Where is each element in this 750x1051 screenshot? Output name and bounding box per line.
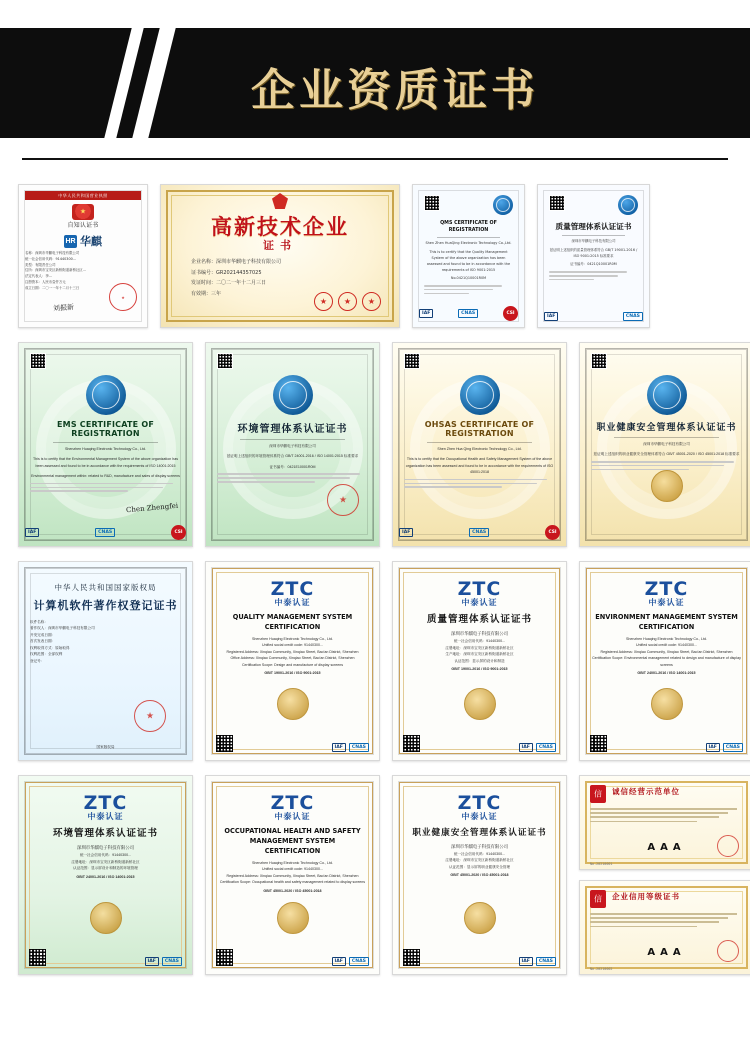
credit-badge-icon	[590, 785, 606, 803]
ztc-field-4: Office Address: Xinqiao Community, Xinqiao Street, Bao'an District, Shenzhen	[230, 656, 355, 661]
page-banner	[0, 0, 750, 170]
license-field-1: 名称：深圳市华麒电子科技有限公司	[25, 251, 80, 255]
certificate-title: 计算机软件著作权登记证书	[33, 599, 178, 612]
ztc-field-2: Unified social credit code: 91440300...	[262, 867, 323, 872]
license-field-3: 类型：有限责任公司	[25, 262, 56, 267]
certificate-title: QUALITY MANAGEMENT SYSTEM CERTIFICATION	[232, 613, 353, 631]
hightech-field-4: 有效期：三年	[191, 290, 222, 297]
ztc-logo: ZTC	[457, 578, 502, 600]
certificate-card-ems-cn[interactable]	[205, 342, 380, 547]
certificate-title: 职业健康安全管理体系认证证书	[412, 828, 547, 838]
qr-code-icon	[549, 195, 565, 211]
issuer-name: 中华人民共和国国家版权局	[54, 583, 157, 592]
license-field-6: 注册资本：人民币壹仟万元	[25, 279, 66, 284]
accreditation-logos	[25, 525, 186, 540]
qr-code-icon	[29, 949, 46, 966]
iaf-logo: IAF	[25, 528, 39, 537]
software-field-7: 登记号：	[30, 658, 45, 663]
ztc-field-3: 生产地址：深圳市宝安区新桥街道新桥社区	[445, 652, 514, 657]
certificate-title: 职业健康安全管理体系认证证书	[596, 423, 737, 433]
ztc-field-1: Shenzhen Huaqing Electronic Technology Co., Ltd.	[625, 636, 708, 641]
seal-icon: ★	[314, 292, 333, 311]
red-seal-stamp	[717, 835, 739, 857]
credit-grade: AAA	[647, 947, 686, 958]
cnas-logo: CNAS	[469, 528, 489, 537]
qr-code-icon	[403, 735, 420, 752]
certificate-card-ohsas-en[interactable]	[392, 342, 567, 547]
certificate-grid	[0, 170, 750, 985]
cnas-logo: CNAS	[536, 743, 556, 752]
ztc-field-2: Unified social credit code: 91440300...	[262, 643, 323, 648]
ztc-field-2: 注册地址：深圳市宝安区新桥街道新桥社区	[445, 645, 514, 650]
certificate-card-ztc-ems-cn[interactable]	[18, 775, 193, 975]
certificate-card-ztc-ohs-cn[interactable]	[392, 775, 567, 975]
qr-code-icon	[403, 949, 420, 966]
qr-code-icon	[591, 353, 607, 369]
csi-logo: CSI	[545, 525, 560, 540]
iaf-logo: IAF	[145, 957, 159, 966]
csi-logo: CSI	[171, 525, 186, 540]
iso-globe-icon	[86, 375, 126, 415]
cnas-logo: CNAS	[458, 309, 478, 318]
certificate-code: No.20210001	[590, 862, 613, 866]
cnas-logo: CNAS	[162, 957, 182, 966]
certificate-company: 深圳市华麒电子科技有限公司	[643, 442, 690, 446]
seal-icon: ★	[338, 292, 357, 311]
ztc-field-3: Registered Address: Xinqiao Community, Xinqiao Street, Bao'an District, Shenzhen	[226, 873, 359, 878]
banner-divider	[22, 158, 728, 160]
certificate-title: OHSAS CERTIFICATE OF REGISTRATION	[424, 420, 535, 438]
red-seal-stamp	[717, 940, 739, 962]
ztc-field-4: Certification Scope: Environmental management related to design and manufacture of display screens	[592, 656, 741, 667]
ztc-field-3: 认证范围：显示屏设计和制造的环境管理	[73, 866, 138, 871]
accreditation-logos	[544, 312, 643, 321]
certificate-number: 证书编号：0421E10001R0M	[269, 464, 316, 469]
hightech-field-2: 证书编号：GR202144357025	[191, 269, 262, 276]
gold-medal-icon	[277, 688, 309, 720]
certificate-title: OCCUPATIONAL HEALTH AND SAFETY MANAGEMENT SYSTEM CERTIFICATION	[224, 827, 361, 855]
ztc-logo-subtitle: 中泰认证	[461, 812, 498, 821]
ztc-field-3: 认证范围：显示屏的职业健康安全管理	[448, 864, 511, 869]
certificate-body: 兹证明上述组织的环境管理体系符合 GB/T 24001-2016 / ISO 14001:2015 标准要求	[226, 454, 359, 459]
cnas-logo: CNAS	[723, 743, 743, 752]
accreditation-logos	[706, 743, 744, 752]
iaf-logo: IAF	[332, 743, 346, 752]
iaf-logo: IAF	[706, 743, 720, 752]
software-field-1: 软件名称：	[30, 620, 48, 624]
ztc-logo-subtitle: 中泰认证	[274, 812, 311, 821]
certificate-row	[18, 342, 740, 547]
certificate-title: 质量管理体系认证证书	[426, 614, 532, 625]
iaf-logo: IAF	[419, 309, 433, 318]
ztc-standard: GB/T 24001-2016 / ISO 14001:2015	[76, 874, 135, 879]
iaf-logo: IAF	[399, 528, 413, 537]
accreditation-logos	[332, 743, 370, 752]
certificate-body: This is to certify that the Environmental Management System of the above organization has been assessed and found to be in accordance with the requirements of ISO 14001:2015	[32, 457, 179, 468]
license-top-band: 中华人民共和国营业执照	[25, 191, 141, 200]
iaf-logo: IAF	[519, 743, 533, 752]
certificate-body-lines	[590, 913, 743, 927]
certificate-title: 环境管理体系认证证书	[52, 828, 158, 839]
certificate-card-ztc-qms-cn[interactable]	[392, 561, 567, 761]
gold-medal-icon	[464, 688, 496, 720]
ztc-standard: GB/T 24001-2016 / ISO 14001:2015	[637, 671, 696, 676]
cnas-logo: CNAS	[623, 312, 643, 321]
red-seal-stamp	[134, 700, 166, 732]
ztc-field-1: Shenzhen Huaqing Electronic Technology Co., Ltd.	[251, 860, 334, 865]
qr-code-icon	[30, 353, 46, 369]
ztc-field-1: Shenzhen Huaqing Electronic Technology Co., Ltd.	[251, 636, 334, 641]
ztc-field-4: Certification Scope: Occupational health and safety management related to display screens	[219, 880, 366, 885]
gold-medal-icon	[651, 688, 683, 720]
certificate-card-high-tech-enterprise[interactable]	[160, 184, 400, 328]
certificate-number: No.0421Q10001R0M	[450, 276, 487, 281]
software-field-2: 著作权人：深圳市华麒电子科技有限公司	[30, 626, 95, 631]
certificate-subtitle: 证书	[263, 239, 297, 252]
certificate-row	[18, 184, 732, 328]
gold-medal-icon	[277, 902, 309, 934]
company-logo	[64, 233, 102, 249]
iso-globe-icon	[273, 375, 313, 415]
certificate-code: No.20210002	[590, 967, 613, 971]
certificate-title: 高新技术企业	[211, 215, 349, 239]
certificate-row	[18, 775, 732, 975]
certificate-title: ENVIRONMENT MANAGEMENT SYSTEM CERTIFICATION	[595, 613, 738, 631]
ztc-field-2: 注册地址：深圳市宝安区新桥街道新桥社区	[445, 858, 514, 863]
certificate-company: 深圳市华麒电子科技有限公司	[76, 845, 135, 851]
certificate-card-credit-rating-1[interactable]	[579, 775, 750, 870]
cnas-logo: CNAS	[536, 957, 556, 966]
certificate-card-ztc-ohs-en[interactable]	[205, 775, 380, 975]
gold-medal-icon	[90, 902, 122, 934]
ztc-standard: GB/T 45001-2020 / ISO 45001:2018	[450, 873, 509, 878]
certificate-title: 环境管理体系认证证书	[237, 424, 348, 435]
accreditation-logos	[519, 743, 557, 752]
certificate-card-ztc-qms-en[interactable]	[205, 561, 380, 761]
ztc-field-1: 统一社会信用代码：91440300...	[453, 851, 506, 856]
red-seal-stamp: ★	[109, 283, 137, 311]
software-field-6: 权利范围：全部权利	[30, 652, 63, 657]
accreditation-logos	[332, 957, 370, 966]
license-field-7: 成立日期：二〇一一年十二月十三日	[25, 285, 80, 290]
ztc-logo-subtitle: 中泰认证	[461, 598, 498, 607]
qr-code-icon	[217, 353, 233, 369]
ztc-field-1: 统一社会信用代码：91440300...	[453, 639, 506, 644]
certificate-row	[18, 561, 741, 761]
certificate-title: 企业信用等级证书	[612, 892, 680, 901]
license-header: 自知认证书	[67, 222, 99, 229]
issuer-footer: 国家版权局	[96, 744, 115, 749]
ztc-logo: ZTC	[270, 578, 315, 600]
iso-globe-icon	[618, 195, 638, 215]
iaf-logo: IAF	[544, 312, 558, 321]
ztc-field-3: Registered Address: Xinqiao Community, Xinqiao Street, Bao'an District, Shenzhen	[600, 649, 733, 654]
certificate-title: 诚信经营示范单位	[612, 787, 680, 796]
cnas-logo: CNAS	[349, 957, 369, 966]
ztc-field-5: Certification Scope: Design and manufacture of display screens	[241, 662, 344, 667]
ztc-field-3: Registered Address: Xinqiao Community, Xinqiao Street, Bao'an District, Shenzhen	[226, 649, 359, 654]
iaf-logo: IAF	[332, 957, 346, 966]
seal-icon: ★	[362, 292, 381, 311]
certificate-signature: Chen Zhengfei	[125, 501, 179, 515]
ztc-logo: ZTC	[83, 792, 128, 814]
certificate-body: This is to certify that the Quality Management System of the above organization has been assessed and found to be in accordance with the requirements of ISO 9001:2015	[426, 250, 511, 272]
ztc-standard: GB/T 45001-2020 / ISO 45001:2018	[263, 888, 322, 893]
license-field-4: 住所：深圳市宝安区新桥街道新桥社区...	[25, 268, 86, 273]
gold-medal-icon	[651, 470, 683, 502]
software-field-5: 权利取得方式：原始取得	[30, 645, 70, 650]
software-field-3: 开发完成日期：	[30, 632, 56, 637]
accreditation-logos	[145, 957, 183, 966]
cnas-logo: CNAS	[95, 528, 115, 537]
iso-globe-icon	[647, 375, 687, 415]
ztc-field-4: 认证范围：显示屏的设计和制造	[454, 658, 505, 663]
license-field-5: 法定代表人：李...	[25, 274, 52, 279]
credit-grade: AAA	[647, 842, 686, 853]
iso-globe-icon	[493, 195, 513, 215]
logo-wordmark: 华麒	[80, 235, 102, 248]
qr-code-icon	[424, 195, 440, 211]
license-signature: 刘振新	[52, 303, 75, 313]
accreditation-logos	[399, 525, 560, 540]
certificate-card-ohsas-cn[interactable]	[579, 342, 750, 547]
qr-code-icon	[216, 949, 233, 966]
certificate-number: 证书编号：0421Q10001R0M	[570, 262, 617, 267]
logo-mark: HR	[64, 235, 77, 248]
cnas-logo: CNAS	[349, 743, 369, 752]
certificate-title: 质量管理体系认证证书	[555, 222, 632, 231]
credit-badge-icon	[590, 890, 606, 908]
certificate-body: 兹证明上述组织的质量管理体系符合 GB/T 19001-2016 / ISO 9001:2015 标准要求	[549, 247, 638, 258]
ztc-logo-subtitle: 中泰认证	[648, 598, 685, 607]
certificate-card-qms-en[interactable]	[412, 184, 525, 328]
certificate-title: EMS CERTIFICATE OF REGISTRATION	[57, 420, 154, 438]
certificate-body-lines	[590, 808, 743, 822]
iso-globe-icon	[460, 375, 500, 415]
certificate-company: 深圳市华麒电子科技有限公司	[450, 843, 509, 849]
ztc-logo: ZTC	[457, 792, 502, 814]
csi-logo: CSI	[503, 306, 518, 321]
certificate-company: Shen Zhen HuaQing Electronic Technology Co.,Ltd.	[425, 241, 512, 246]
certificate-company: 深圳市华麒电子科技有限公司	[269, 444, 316, 448]
certificate-company: Shen Zhen Hua Qing Electronic Technology Co., Ltd.	[437, 447, 522, 451]
license-field-2: 统一社会信用代码：91440300...	[25, 256, 77, 261]
certificate-company: 深圳市华麒电子科技有限公司	[450, 631, 509, 637]
ztc-field-1: 统一社会信用代码：91440300...	[79, 853, 132, 858]
certificate-card-ems-en[interactable]	[18, 342, 193, 547]
certificate-card-business-license[interactable]	[18, 184, 148, 328]
ztc-logo-subtitle: 中泰认证	[87, 812, 124, 821]
ztc-field-2: 注册地址：深圳市宝安区新桥街道新桥社区	[71, 859, 140, 864]
ztc-standard: GB/T 19001-2016 / ISO 9001:2015	[264, 671, 321, 676]
ztc-logo: ZTC	[644, 578, 689, 600]
national-emblem-icon	[72, 204, 94, 220]
ztc-standard: GB/T 19001-2016 / ISO 9001:2015	[451, 667, 508, 672]
certificate-card-ztc-ems-en[interactable]	[579, 561, 750, 761]
certificate-body: 兹证明上述组织的职业健康安全管理体系符合 GB/T 45001-2020 / ISO 45001:2018 标准要求	[593, 452, 740, 457]
software-field-4: 首次发表日期：	[30, 639, 56, 644]
iaf-logo: IAF	[519, 957, 533, 966]
certificate-card-software-copyright[interactable]	[18, 561, 193, 761]
qr-code-icon	[590, 735, 607, 752]
certificate-body: This is to certify that the Occupational Health and Safety Management System of the above organization has been assessed and found to be in accordance with the requirements of ISO 45001:2018	[405, 457, 554, 475]
accreditation-logos	[419, 306, 518, 321]
page-title: 企业资质证书	[251, 65, 539, 116]
qr-code-icon	[216, 735, 233, 752]
ztc-field-2: Unified social credit code: 91440300...	[636, 643, 697, 648]
ztc-logo-subtitle: 中泰认证	[274, 598, 311, 607]
certificate-card-qms-cn[interactable]	[537, 184, 650, 328]
qr-code-icon	[404, 353, 420, 369]
hightech-field-1: 企业名称：深圳市华麒电子科技有限公司	[191, 259, 282, 265]
certificate-company: 深圳市华麒电子科技有限公司	[571, 239, 616, 243]
certificate-title: QMS CERTIFICATE OF REGISTRATION	[440, 221, 497, 233]
seal-group	[314, 292, 381, 311]
red-seal-stamp	[327, 484, 359, 516]
ztc-logo: ZTC	[270, 792, 315, 814]
hightech-field-3: 发证时间：二〇二一年十二月三日	[191, 280, 267, 286]
certificate-scope: Environmental management within: related to R&D, manufacture and sales of display screens	[31, 474, 180, 479]
credit-rating-group	[579, 775, 750, 975]
accreditation-logos	[519, 957, 557, 966]
certificate-card-credit-rating-2[interactable]	[579, 880, 750, 975]
certificate-company: Shenzhen Huaqing Electronic Technology Co., Ltd.	[64, 447, 147, 451]
gold-medal-icon	[464, 902, 496, 934]
